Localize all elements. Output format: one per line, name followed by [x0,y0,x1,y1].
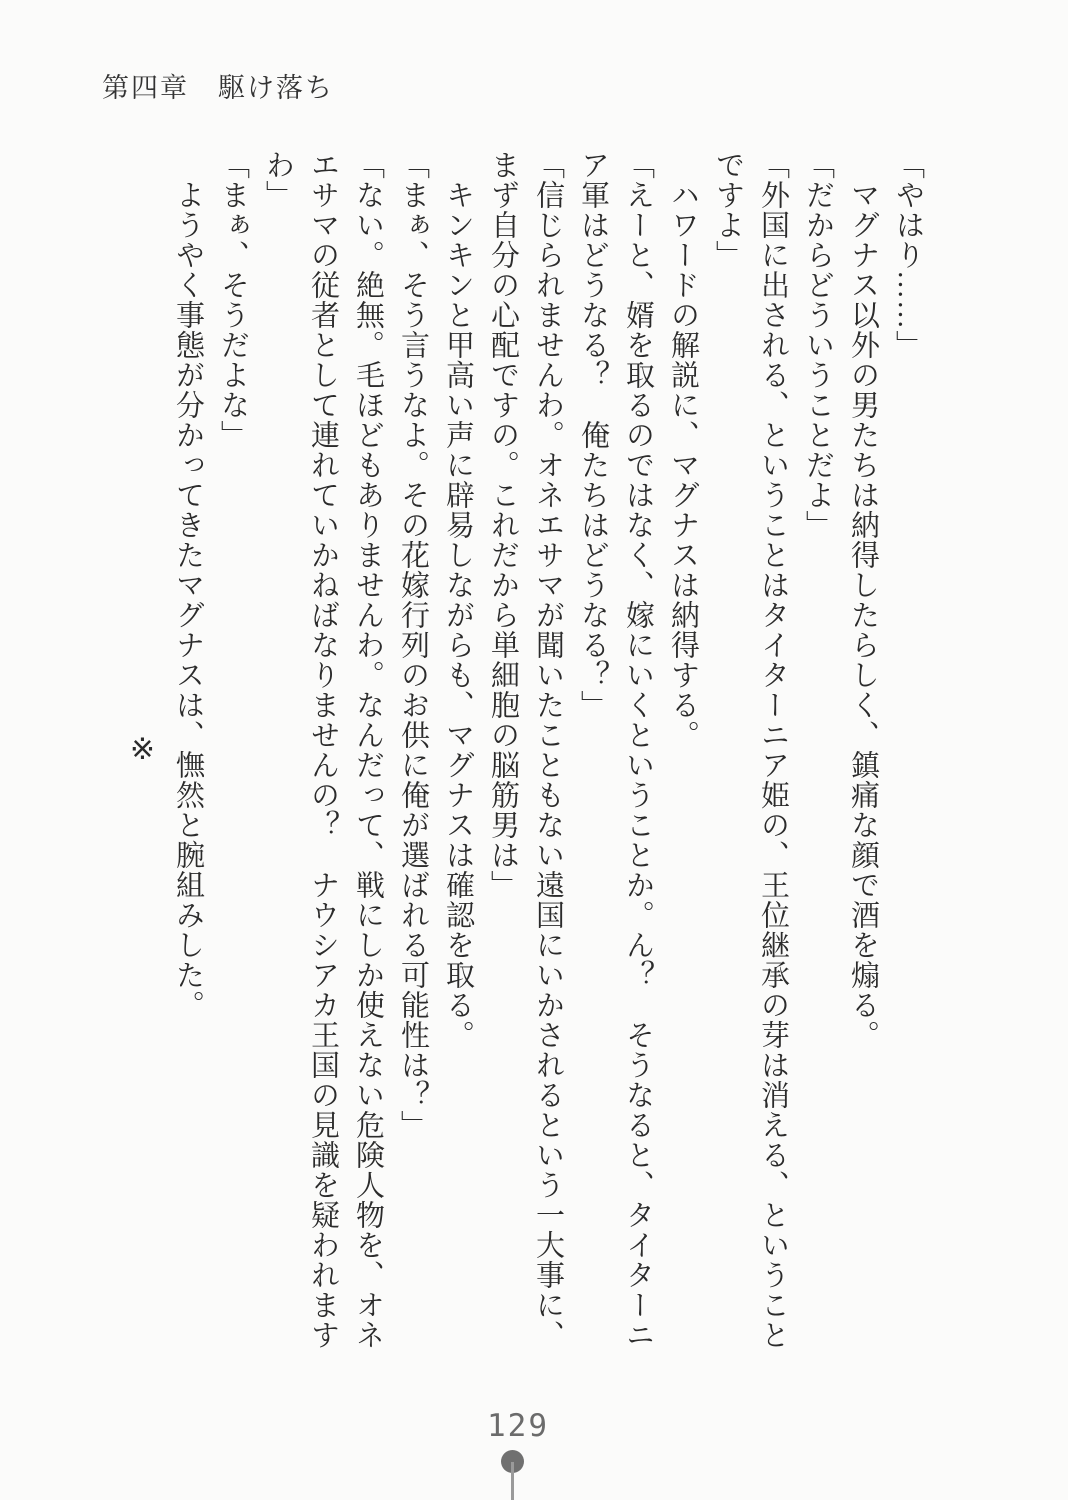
text-line: わ」 [262,150,294,210]
text-line: 「ない。絶無。毛ほどもありませんわ。なんだって、戦にしか使えない危険人物を、オネ [352,150,384,1350]
text-line: ハワードの解説に、マグナスは納得する。 [667,150,699,750]
text-line: 「やはり……」 [892,150,924,360]
text-line: 「外国に出される、ということはタイターニア姫の、王位継承の芽は消える、ということ [757,150,789,1350]
scene-break-marker: ※ [126,732,159,768]
text-line: キンキンと甲高い声に辟易しながらも、マグナスは確認を取る。 [442,150,474,1050]
text-line: 「信じられませんわ。オネエサマが聞いたこともない遠国にいかされるという一大事に、 [532,150,564,1350]
page-number: 129 [487,1408,549,1444]
text-line: エサマの従者として連れていかねばなりませんの？ ナウシアカ王国の見識を疑われます [307,150,339,1350]
text-line: ようやく事態が分かってきたマグナスは、憮然と腕組みした。 [172,150,204,1020]
text-line: 「まぁ、そうだよな」 [217,150,249,450]
page-marker-stem [511,1462,514,1500]
text-line: 「えーと、婿を取るのではなく、嫁にいくということか。ん？ そうなると、タイターニ [622,150,654,1350]
text-line: ア軍はどうなる？ 俺たちはどうなる？」 [577,150,609,720]
text-line: 「まぁ、そう言うなよ。その花嫁行列のお供に俺が選ばれる可能性は？」 [397,150,429,1140]
text-line: 「だからどういうことだよ」 [802,150,834,540]
text-line: マグナス以外の男たちは納得したらしく、鎮痛な顔で酒を煽る。 [847,150,879,1050]
chapter-header: 第四章 駆け落ち [102,73,334,103]
text-line: ですよ」 [712,150,744,270]
body-text [120,150,930,1360]
text-line: まず自分の心配ですの。これだから単細胞の脳筋男は」 [487,150,519,900]
